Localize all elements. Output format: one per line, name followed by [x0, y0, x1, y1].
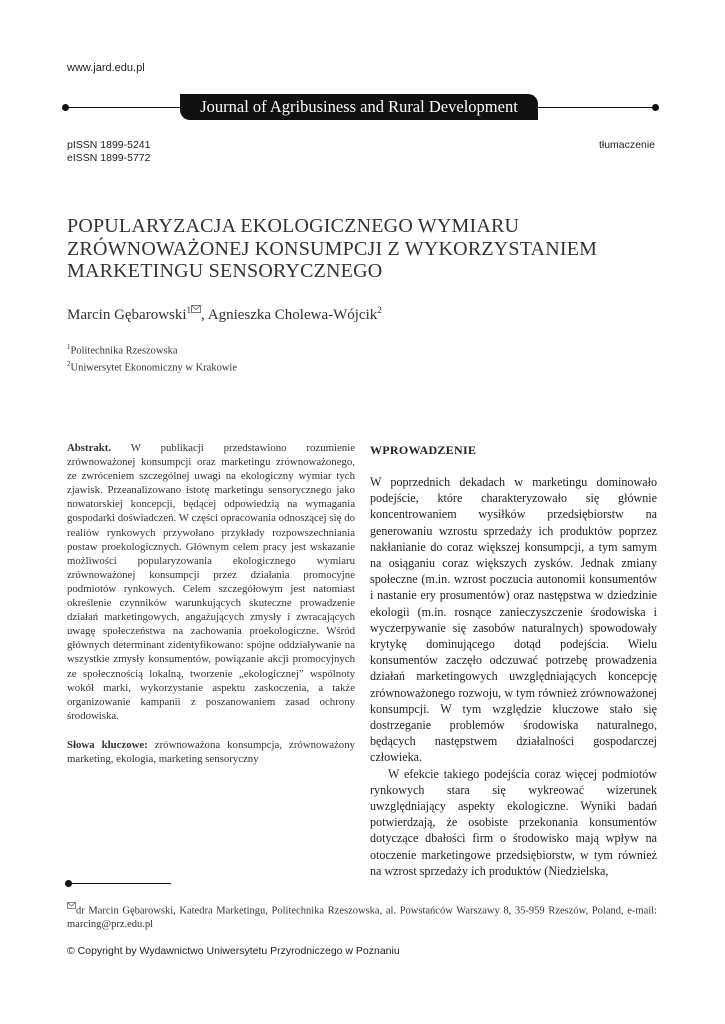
title-line: MARKETINGU SENSORYCZNEGO: [67, 260, 383, 282]
keywords: [67, 738, 355, 766]
title-line: ZRÓWNOWAŻONEJ KONSUMPCJI Z WYKORZYSTANIEM: [67, 237, 598, 260]
footnote-line: [69, 883, 171, 884]
document-type: tłumaczenie: [598, 139, 655, 151]
affiliation: [67, 358, 237, 375]
authors-line: [67, 305, 382, 324]
affiliation-number: 1: [67, 343, 71, 351]
journal-name: Journal of Agribusiness and Rural Development: [180, 94, 538, 120]
author-name: Marcin Gębarowski: [67, 307, 187, 323]
affiliations: [67, 341, 237, 374]
abstract-label: Abstrakt.: [67, 442, 112, 454]
keywords-label: Słowa kluczowe:: [67, 739, 148, 751]
author-separator: ,: [201, 307, 208, 323]
keywords-text: zrównoważona konsumpcja, zrównoważony marketing, ekologia, marketing sensoryczny: [67, 739, 355, 766]
affiliation: [67, 341, 237, 358]
pissn: pISSN 1899-5241: [67, 139, 151, 151]
title-line: POPULARYZACJA EKOLOGICZNEGO WYMIARU: [67, 215, 520, 237]
affiliation-name: Politechnika Rzeszowska: [70, 345, 178, 357]
affiliation-number: 2: [67, 359, 71, 368]
section-heading: WPROWADZENIE: [370, 443, 477, 457]
eissn: eISSN 1899-5772: [67, 152, 151, 164]
abstract-text: W publikacji przedstawiono rozumienie zrównoważonej konsumpcji oraz marketingu zrównoważonego, ze zwróceniem szczególnej uwagi na ekologiczny wymiar tych zjawisk. Przeanalizowano istotę marketingu sensorycznego jako nowatorskiej koncepcji, będącej odpowiedzią na wymagania gospodarki doświadczeń. W części opracowania odnoszącej się do realiów rynkowych przywołano przykłady rozpowszechniania postaw proekologicznych. Głównym celem pracy jest wskazanie możliwości popularyzowania ekologicznego wymiaru zrównoważonej konsumpcji przez działania promocyjne podmiotów rynkowych. Celem szczegółowym jest natomiast określenie czynników warunkujących skuteczne prowadzenie działań marketingowych, angażujących zmysły i zwracających uwagę społeczeństwa na zachowania proekologiczne. Wśród głównych determinant zidentyfikowano: spójne oddziaływanie na wszystkie zmysły konsumentów, powiązanie akcji promocyjnych ze społecznością lokalną, tworzenie „ekologicznej” wspólnoty wokół marki, wykorzystanie aspektu zaskoczenia, a także organizowanie kampanii z poszanowaniem zasad ochrony środowiska.: [67, 442, 355, 722]
footnote-text: dr Marcin Gębarowski, Katedra Marketingu, Politechnika Rzeszowska, al. Powstańców Warszawy 8, 35-959 Rzeszów, Poland, e-mail: marcing@prz.edu.pl: [67, 905, 657, 930]
footnote: [67, 900, 657, 932]
copyright: © Copyright by Wydawnictwo Uniwersytetu Przyrodniczego w Poznaniu: [67, 945, 400, 957]
article-title: [67, 215, 667, 283]
affiliation-name: Uniwersytet Ekonomiczny w Krakowie: [70, 362, 237, 373]
site-url[interactable]: www.jard.edu.pl: [67, 62, 145, 74]
header-right-dot: [652, 104, 659, 111]
footnote-divider: [65, 878, 171, 890]
author-name: Agnieszka Cholewa-Wójcik: [207, 307, 378, 323]
envelope-icon[interactable]: [191, 305, 201, 315]
envelope-icon: [67, 901, 76, 911]
introduction-body: [370, 474, 657, 879]
issn-block: [67, 139, 150, 165]
journal-header-band: [62, 94, 659, 120]
author-affil-ref: 1: [186, 305, 192, 315]
author-affil-ref: 2: [377, 305, 382, 315]
paragraph: W poprzednich dekadach w marketingu dominowało podejście, które charakteryzowało się głównie koncentrowaniem wysiłków przedsiębiorstw na generowaniu wzrostu sprzedaży ich produktów poprzez nakłanianie do coraz większej konsumpcji, a tym samym na osiąganiu coraz większych zysków. Jednak zmiany społeczne (m.in. wzrost poczucia autonomii konsumentów i nastanie ery prosumentów) oraz następstwa w dziedzinie ekologii (m.in. rosnące zanieczyszczenie środowiska i wyczerpywanie się zasobów naturalnych) spowodowały krytykę dominującego dotąd podejścia. Wielu konsumentów zaczęło odczuwać potrzebę prowadzenia działań marketingowych uwzględniających koncepcję zrównoważonego rozwoju, w tym również zrównoważonej konsumpcji. W tym względzie kluczowe stało się dostrzeganie problemów środowiska naturalnego, będących następstwem działalności gospodarczej człowieka.: [370, 475, 657, 765]
abstract: [67, 441, 355, 723]
paragraph: W efekcie takiego podejścia coraz więcej podmiotów rynkowych stara się wykreować wizerunek uwzględniający aspekty ekologiczne. Wyniki badań potwierdzają, że osobiste przekonania konsumentów dotyczące dbałości firm o środowisko mają wpływ na otoczenie marketingowe przedsiębiorstw, w tym również na wzrost sprzedaży ich produktów (Niedzielska,: [370, 766, 657, 878]
